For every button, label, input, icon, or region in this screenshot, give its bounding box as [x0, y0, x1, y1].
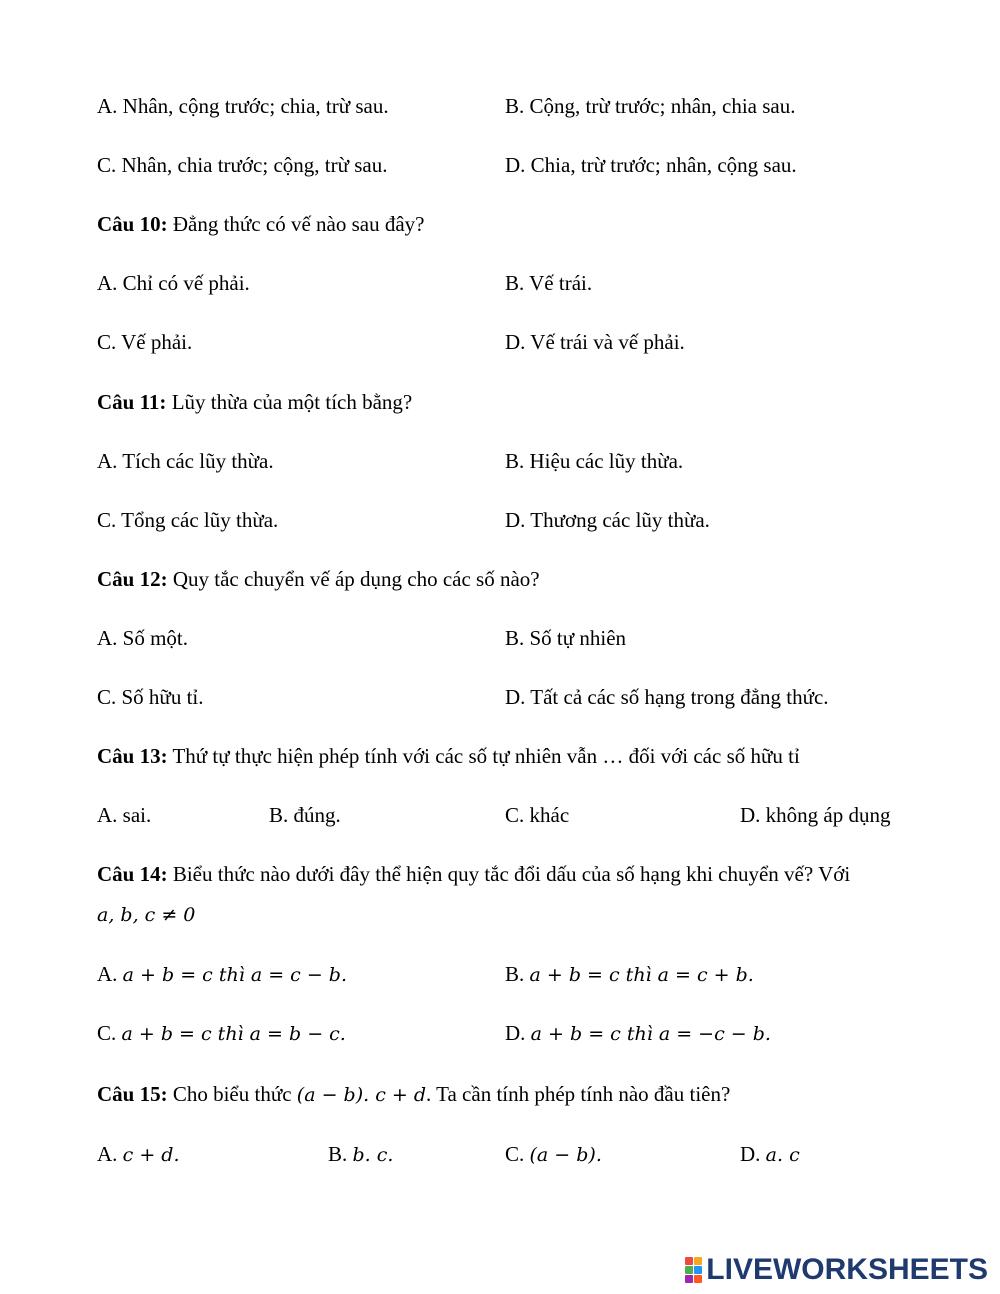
option-c-q15-math: (a − b).: [529, 1144, 602, 1166]
option-c-q13[interactable]: C. khác: [505, 803, 570, 827]
option-c-q11[interactable]: C. Tổng các lũy thừa.: [97, 508, 279, 532]
question-12: [97, 566, 540, 592]
option-d-q14[interactable]: [505, 1020, 771, 1047]
question-15-expression: (a − b). c + d: [296, 1084, 426, 1106]
option-c-q14-math: a + b = c thì a = b − c.: [121, 1023, 346, 1045]
option-b-q10[interactable]: B. Vế trái.: [505, 271, 593, 295]
option-d-q9[interactable]: D. Chia, trừ trước; nhân, cộng sau.: [505, 153, 797, 177]
question-13-text: Thứ tự thực hiện phép tính với các số tự nhiên vẫn … đối với các số hữu tỉ: [167, 744, 800, 768]
option-b-q15-prefix: B.: [328, 1142, 353, 1166]
question-14-label: Câu 14:: [97, 862, 168, 886]
option-b-q14-math: a + b = c thì a = c + b.: [529, 964, 754, 986]
option-b-q15-math: b. c.: [352, 1144, 394, 1166]
option-d-q12[interactable]: D. Tất cả các số hạng trong đẳng thức.: [505, 685, 829, 709]
option-d-q14-prefix: D.: [505, 1021, 531, 1045]
question-15-text-post: . Ta cần tính phép tính nào đầu tiên?: [426, 1082, 731, 1106]
question-10: [97, 211, 424, 237]
option-a-q13[interactable]: A. sai.: [97, 803, 152, 827]
option-d-q14-math: a + b = c thì a = −c − b.: [530, 1023, 771, 1045]
option-a-q10[interactable]: A. Chỉ có vế phải.: [97, 271, 250, 295]
liveworksheets-logo-text: LIVEWORKSHEETS: [706, 1253, 988, 1286]
liveworksheets-logo-icon: [685, 1257, 702, 1283]
question-10-label: Câu 10:: [97, 212, 168, 236]
option-d-q15-prefix: D.: [740, 1142, 766, 1166]
option-c-q15[interactable]: [505, 1141, 602, 1168]
option-a-q14-prefix: A.: [97, 962, 123, 986]
option-a-q12[interactable]: A. Số một.: [97, 626, 189, 650]
question-15-label: Câu 15:: [97, 1082, 168, 1106]
question-12-text: Quy tắc chuyển vế áp dụng cho các số nào?: [167, 567, 540, 591]
option-d-q10[interactable]: D. Vế trái và vế phải.: [505, 330, 685, 354]
option-d-q13[interactable]: D. không áp dụng: [740, 803, 891, 827]
option-d-q15[interactable]: [740, 1141, 800, 1168]
option-a-q15[interactable]: [97, 1141, 180, 1168]
option-a-q14[interactable]: [97, 961, 347, 988]
option-a-q9[interactable]: A. Nhân, cộng trước; chia, trừ sau.: [97, 94, 389, 118]
question-15: [97, 1081, 730, 1108]
option-a-q15-prefix: A.: [97, 1142, 123, 1166]
option-d-q11[interactable]: D. Thương các lũy thừa.: [505, 508, 710, 532]
option-c-q14[interactable]: [97, 1020, 346, 1047]
option-a-q15-math: c + d.: [122, 1144, 180, 1166]
option-b-q15[interactable]: [328, 1141, 393, 1168]
option-a-q14-math: a + b = c thì a = c − b.: [122, 964, 347, 986]
question-14: [97, 861, 950, 887]
option-d-q15-math: a. c: [765, 1144, 800, 1166]
question-14-condition: a, b, c ≠ 0: [97, 904, 196, 926]
option-c-q10[interactable]: C. Vế phải.: [97, 330, 193, 354]
option-c-q15-prefix: C.: [505, 1142, 530, 1166]
question-11-label: Câu 11:: [97, 390, 167, 414]
option-c-q12[interactable]: C. Số hữu tỉ.: [97, 685, 204, 709]
option-a-q11[interactable]: A. Tích các lũy thừa.: [97, 449, 274, 473]
question-11: [97, 389, 412, 415]
question-15-text-pre: Cho biểu thức: [167, 1082, 297, 1106]
question-10-text: Đẳng thức có vế nào sau đây?: [167, 212, 425, 236]
question-13: [97, 743, 800, 769]
option-b-q14[interactable]: [505, 961, 754, 988]
option-b-q14-prefix: B.: [505, 962, 530, 986]
option-c-q9[interactable]: C. Nhân, chia trước; cộng, trừ sau.: [97, 153, 388, 177]
question-13-label: Câu 13:: [97, 744, 168, 768]
question-14-text: Biểu thức nào dưới đây thể hiện quy tắc đổi dấu của số hạng khi chuyển vế? Với: [167, 862, 851, 886]
option-b-q13[interactable]: B. đúng.: [269, 803, 341, 827]
liveworksheets-logo[interactable]: [685, 1253, 988, 1287]
option-b-q12[interactable]: B. Số tự nhiên: [505, 626, 627, 650]
option-c-q14-prefix: C.: [97, 1021, 122, 1045]
option-b-q9[interactable]: B. Cộng, trừ trước; nhân, chia sau.: [505, 94, 796, 118]
question-12-label: Câu 12:: [97, 567, 168, 591]
option-b-q11[interactable]: B. Hiệu các lũy thừa.: [505, 449, 684, 473]
question-11-text: Lũy thừa của một tích bằng?: [166, 390, 413, 414]
